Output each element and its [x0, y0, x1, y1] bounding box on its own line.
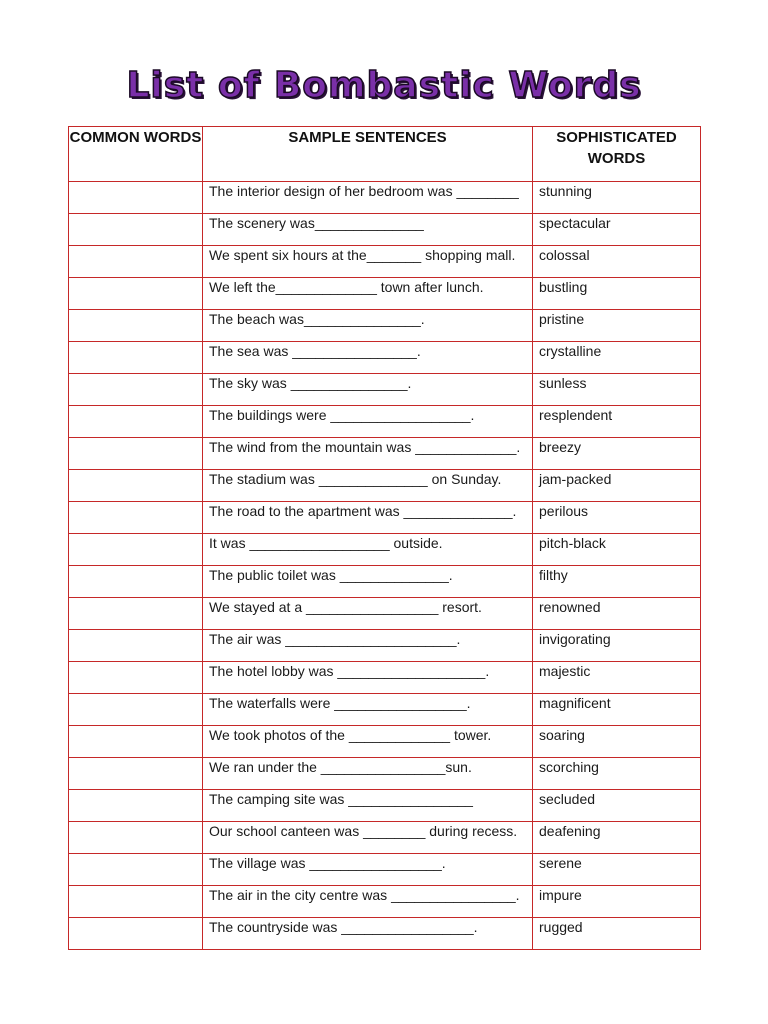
table-row	[69, 182, 701, 214]
sample-sentence-cell: The scenery was______________	[203, 214, 533, 246]
sophisticated-word-cell: serene	[533, 854, 701, 886]
table-row	[69, 470, 701, 502]
sample-sentence-cell: The beach was_______________.	[203, 310, 533, 342]
common-word-cell	[69, 438, 203, 470]
bombastic-words-table	[68, 126, 701, 950]
sophisticated-word-cell: resplendent	[533, 406, 701, 438]
sophisticated-word-cell: renowned	[533, 598, 701, 630]
table-row	[69, 502, 701, 534]
table-row	[69, 598, 701, 630]
common-word-cell	[69, 502, 203, 534]
sample-sentence-cell: We spent six hours at the_______ shopping mall.	[203, 246, 533, 278]
sophisticated-word-cell: secluded	[533, 790, 701, 822]
common-word-cell	[69, 374, 203, 406]
sample-sentence-cell: We stayed at a _________________ resort.	[203, 598, 533, 630]
sample-sentence-cell: The air in the city centre was ________________.	[203, 886, 533, 918]
page-title: List of Bombastic Words	[126, 65, 642, 106]
table-row	[69, 310, 701, 342]
sample-sentence-cell: The sky was _______________.	[203, 374, 533, 406]
common-word-cell	[69, 886, 203, 918]
common-word-cell	[69, 854, 203, 886]
sophisticated-word-cell: stunning	[533, 182, 701, 214]
table-row	[69, 438, 701, 470]
sample-sentence-cell: It was __________________ outside.	[203, 534, 533, 566]
sample-sentence-cell: The hotel lobby was ___________________.	[203, 662, 533, 694]
sophisticated-word-cell: bustling	[533, 278, 701, 310]
sample-sentence-cell: The interior design of her bedroom was ________	[203, 182, 533, 214]
common-word-cell	[69, 694, 203, 726]
sophisticated-word-cell: pristine	[533, 310, 701, 342]
common-word-cell	[69, 790, 203, 822]
table-row	[69, 278, 701, 310]
common-word-cell	[69, 214, 203, 246]
header-common-words	[69, 127, 203, 182]
sample-sentence-cell: Our school canteen was ________ during recess.	[203, 822, 533, 854]
common-word-cell	[69, 630, 203, 662]
common-word-cell	[69, 662, 203, 694]
sophisticated-word-cell: spectacular	[533, 214, 701, 246]
header-sophisticated-words	[533, 127, 701, 182]
sample-sentence-cell: We left the_____________ town after lunch.	[203, 278, 533, 310]
sophisticated-word-cell: deafening	[533, 822, 701, 854]
common-word-cell	[69, 566, 203, 598]
header-sophisticated-words-label: SOPHISTICATED WORDS	[556, 129, 677, 167]
sample-sentence-cell: The road to the apartment was ______________.	[203, 502, 533, 534]
sophisticated-word-cell: crystalline	[533, 342, 701, 374]
sophisticated-word-cell: filthy	[533, 566, 701, 598]
table-row	[69, 566, 701, 598]
sample-sentence-cell: The countryside was _________________.	[203, 918, 533, 950]
sophisticated-word-cell: pitch-black	[533, 534, 701, 566]
sample-sentence-cell: The stadium was ______________ on Sunday.	[203, 470, 533, 502]
sample-sentence-cell: The air was ______________________.	[203, 630, 533, 662]
sample-sentence-cell: We took photos of the _____________ tower.	[203, 726, 533, 758]
table-row	[69, 918, 701, 950]
common-word-cell	[69, 278, 203, 310]
sophisticated-word-cell: soaring	[533, 726, 701, 758]
common-word-cell	[69, 534, 203, 566]
table-row	[69, 374, 701, 406]
table-row	[69, 630, 701, 662]
common-word-cell	[69, 310, 203, 342]
sophisticated-word-cell: sunless	[533, 374, 701, 406]
sample-sentence-cell: We ran under the ________________sun.	[203, 758, 533, 790]
table-header-row	[69, 127, 701, 182]
table-body	[69, 182, 701, 950]
table-row	[69, 214, 701, 246]
common-word-cell	[69, 598, 203, 630]
table-row	[69, 246, 701, 278]
header-sample-sentences-label: SAMPLE SENTENCES	[288, 129, 447, 146]
table-row	[69, 534, 701, 566]
common-word-cell	[69, 342, 203, 374]
sophisticated-word-cell: breezy	[533, 438, 701, 470]
sophisticated-word-cell: impure	[533, 886, 701, 918]
sample-sentence-cell: The waterfalls were _________________.	[203, 694, 533, 726]
table-row	[69, 822, 701, 854]
table-row	[69, 406, 701, 438]
table-row	[69, 758, 701, 790]
common-word-cell	[69, 918, 203, 950]
table-row	[69, 726, 701, 758]
common-word-cell	[69, 758, 203, 790]
sample-sentence-cell: The public toilet was ______________.	[203, 566, 533, 598]
sophisticated-word-cell: majestic	[533, 662, 701, 694]
table-row	[69, 342, 701, 374]
common-word-cell	[69, 470, 203, 502]
header-common-words-label: COMMON WORDS	[69, 129, 202, 146]
sophisticated-word-cell: magnificent	[533, 694, 701, 726]
sophisticated-word-cell: rugged	[533, 918, 701, 950]
sophisticated-word-cell: invigorating	[533, 630, 701, 662]
common-word-cell	[69, 406, 203, 438]
sophisticated-word-cell: perilous	[533, 502, 701, 534]
table-row	[69, 694, 701, 726]
common-word-cell	[69, 246, 203, 278]
sample-sentence-cell: The camping site was ________________	[203, 790, 533, 822]
common-word-cell	[69, 726, 203, 758]
sophisticated-word-cell: jam-packed	[533, 470, 701, 502]
table-row	[69, 662, 701, 694]
sample-sentence-cell: The sea was ________________.	[203, 342, 533, 374]
table-row	[69, 886, 701, 918]
sample-sentence-cell: The buildings were __________________.	[203, 406, 533, 438]
common-word-cell	[69, 822, 203, 854]
sophisticated-word-cell: colossal	[533, 246, 701, 278]
sample-sentence-cell: The wind from the mountain was _____________.	[203, 438, 533, 470]
sophisticated-word-cell: scorching	[533, 758, 701, 790]
header-sample-sentences	[203, 127, 533, 182]
table-row	[69, 790, 701, 822]
sample-sentence-cell: The village was _________________.	[203, 854, 533, 886]
common-word-cell	[69, 182, 203, 214]
table-row	[69, 854, 701, 886]
